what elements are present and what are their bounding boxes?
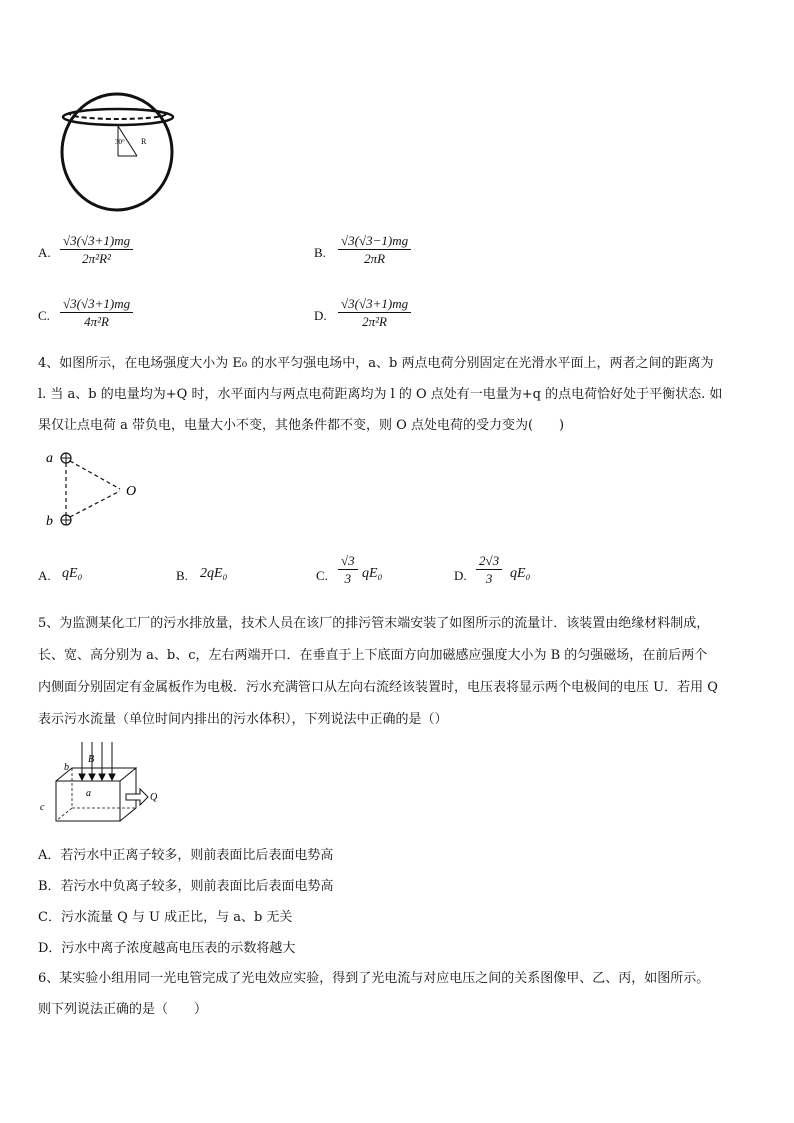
q4-option-d-suffix: qE₀ — [510, 566, 531, 581]
q5-stem-line-2: 长、宽、高分别为 a、b、c，左右两端开口．在垂直于上下底面方向加磁感应强度大小为 B 的匀强磁场，在前后两个 — [38, 648, 708, 663]
dimension-a-label: a — [86, 788, 91, 799]
q5-option-a[interactable]: A．若污水中正离子较多，则前表面比后表面电势高 — [38, 848, 334, 863]
dimension-c-label: c — [40, 802, 45, 813]
q4-option-d-denominator: 3 — [485, 571, 493, 586]
q3-option-a-denominator: 2π²R² — [82, 251, 111, 266]
q3-option-a[interactable] — [60, 234, 133, 265]
dimension-b-label: b — [64, 762, 69, 773]
q4-option-c-numerator: √3 — [341, 553, 355, 568]
q4-option-b-letter: B. — [176, 568, 188, 583]
q3-option-c-numerator: √3(√3+1)mg — [63, 296, 131, 311]
q3-option-c-letter: C. — [38, 308, 50, 323]
q4-option-c[interactable] — [338, 554, 358, 585]
q5-option-c[interactable]: C．污水流量 Q 与 U 成正比，与 a、b 无关 — [38, 910, 293, 925]
flowmeter-figure — [36, 738, 166, 830]
charge-a-label: a — [46, 451, 53, 466]
q5-option-d[interactable]: D．污水中离子浓度越高电压表的示数将越大 — [38, 941, 296, 956]
q3-option-d[interactable] — [338, 297, 411, 328]
flow-q-label: Q — [150, 792, 158, 803]
q3-option-b-denominator: 2πR — [364, 251, 386, 266]
angle-label: 30° — [115, 138, 125, 146]
q4-option-a-letter: A. — [38, 568, 51, 583]
q4-stem-line-1: 4、如图所示，在电场强度大小为 E₀ 的水平匀强电场中，a、b 两点电荷分别固定在光滑水平面上，两者之间的距离为 — [38, 356, 714, 371]
charges-triangle-figure — [40, 445, 150, 530]
q3-option-d-denominator: 2π²R — [362, 314, 387, 329]
q3-option-b[interactable] — [338, 234, 411, 265]
q5-stem-line-4: 表示污水流量（单位时间内排出的污水体积），下列说法中正确的是（） — [38, 712, 448, 727]
q3-option-d-numerator: √3(√3+1)mg — [341, 296, 409, 311]
q4-option-d-letter: D. — [454, 568, 467, 583]
charge-b-label: b — [46, 514, 53, 529]
q3-option-a-numerator: √3(√3+1)mg — [63, 233, 131, 248]
q5-stem-line-1: 5、为监测某化工厂的污水排放量，技术人员在该厂的排污管末端安装了如图所示的流量计．该装置由绝缘材料制成， — [38, 616, 710, 631]
q4-option-c-denominator: 3 — [344, 571, 352, 586]
q4-option-c-letter: C. — [316, 568, 328, 583]
q4-stem-line-2: l. 当 a、b 的电量均为+Q 时，水平面内与两点电荷距离均为 l 的 O 点处有一电量为+q 的点电荷恰好处于平衡状态. 如 — [38, 387, 723, 402]
q3-option-a-letter: A. — [38, 245, 51, 260]
q6-stem-line-1: 6、某实验小组用同一光电管完成了光电效应实验，得到了光电流与对应电压之间的关系图像甲、乙、丙，如图所示。 — [38, 971, 710, 986]
q3-option-b-letter: B. — [314, 245, 326, 260]
q4-option-c-suffix: qE₀ — [362, 566, 383, 581]
q4-option-d-numerator: 2√3 — [479, 553, 500, 568]
sphere-ring-figure — [55, 80, 185, 212]
q4-option-a[interactable]: qE₀ — [62, 566, 83, 581]
q3-option-c[interactable] — [60, 297, 133, 328]
q4-option-d[interactable] — [476, 554, 502, 585]
field-b-label: B — [88, 754, 95, 765]
q3-option-c-denominator: 4π²R — [84, 314, 109, 329]
q6-stem-line-2: 则下列说法正确的是（ ） — [38, 1002, 208, 1017]
point-o-label: O — [126, 484, 137, 499]
q4-option-b[interactable]: 2qE₀ — [200, 566, 228, 581]
q4-stem-line-3: 果仅让点电荷 a 带负电，电量大小不变，其他条件都不变，则 O 点处电荷的受力变为( ) — [38, 418, 565, 433]
q3-option-d-letter: D. — [314, 308, 327, 323]
q5-option-b[interactable]: B．若污水中负离子较多，则前表面比后表面电势高 — [38, 879, 334, 894]
radius-label: R — [141, 137, 147, 146]
q3-option-b-numerator: √3(√3−1)mg — [341, 233, 409, 248]
q5-stem-line-3: 内侧面分别固定有金属板作为电极．污水充满管口从左向右流经该装置时，电压表将显示两个电极间的电压 U．若用 Q — [38, 680, 718, 695]
